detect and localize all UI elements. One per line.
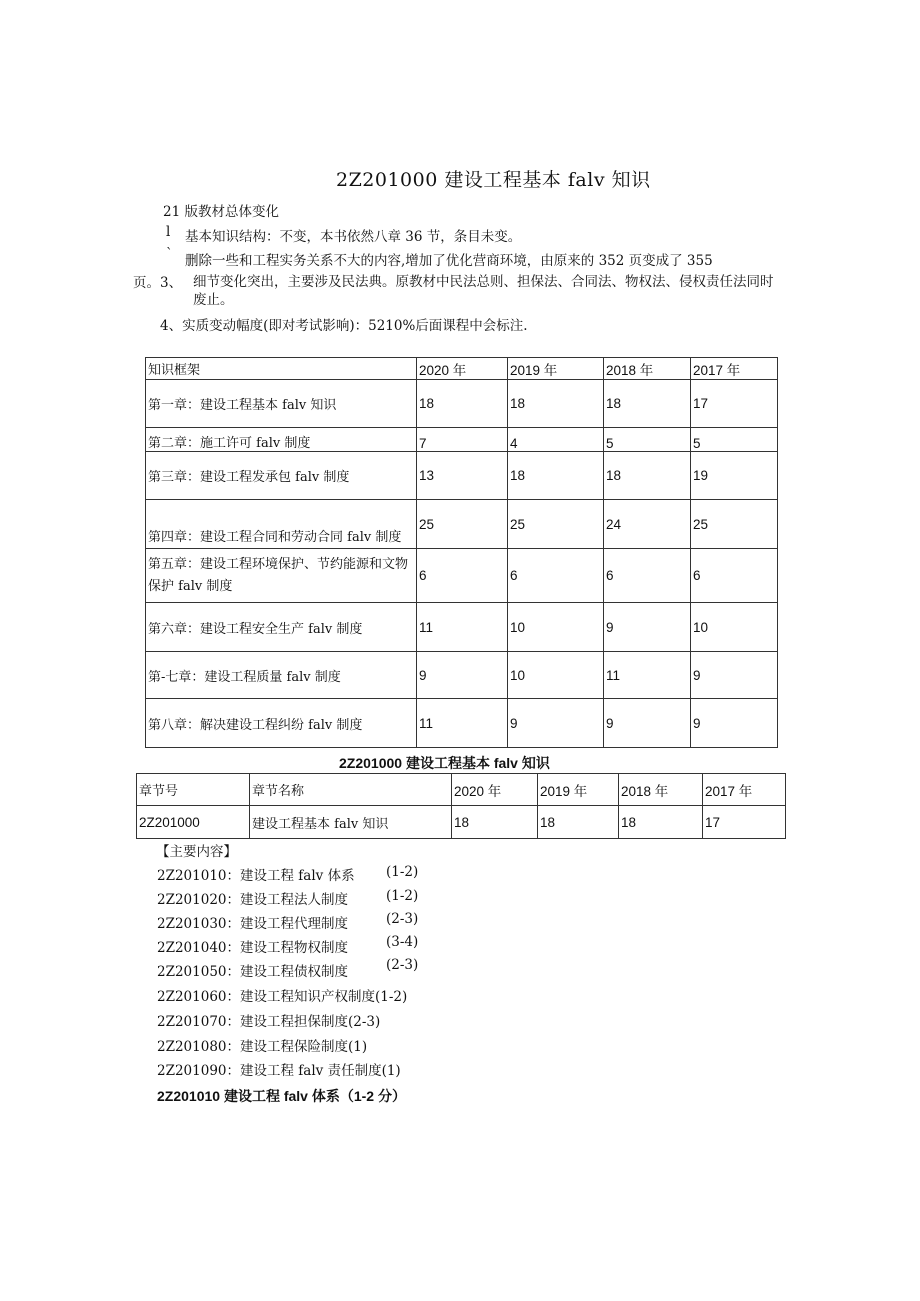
header-cell: 章节名称 — [250, 774, 452, 806]
chapter-name: 第五章：建设工程环境保护、节约能源和文物保护 falv 制度 — [146, 549, 417, 603]
score-cell: 6 — [604, 549, 691, 603]
item1-text: 基本知识结构：不变，本书依然八章 36 节，条目未变。 — [185, 229, 522, 245]
score-cell: 18 — [619, 806, 703, 839]
item3-continuation: 废止。 — [193, 292, 234, 308]
chapter-name: 第八章：解决建设工程纠纷 falv 制度 — [146, 699, 417, 748]
score-cell: 17 — [691, 380, 778, 428]
score-cell: 7 — [417, 428, 508, 452]
header-cell: 2018 年 — [604, 358, 691, 380]
item2-marker: ` — [166, 246, 173, 262]
table-header-row — [146, 358, 778, 380]
list-item: 2Z201020：建设工程法人制度 — [157, 892, 349, 908]
table-row — [146, 603, 778, 652]
list-item-score: (1-2) — [386, 864, 419, 880]
score-cell: 18 — [417, 380, 508, 428]
chapter-name: 第二章：施工许可 falv 制度 — [146, 428, 417, 452]
score-cell: 6 — [508, 549, 604, 603]
score-cell: 18 — [452, 806, 538, 839]
header-cell: 2017 年 — [691, 358, 778, 380]
score-cell: 18 — [508, 452, 604, 500]
list-item: 2Z201030：建设工程代理制度 — [157, 916, 349, 932]
list-item: 2Z201090：建设工程 falv 责任制度(1) — [157, 1063, 401, 1079]
score-cell: 18 — [508, 380, 604, 428]
score-cell: 25 — [417, 500, 508, 549]
score-cell: 5 — [691, 428, 778, 452]
score-cell: 9 — [691, 699, 778, 748]
table-row — [146, 380, 778, 428]
table-row — [146, 549, 778, 603]
chapter-name: 第三章：建设工程发承包 falv 制度 — [146, 452, 417, 500]
item3-text: 细节变化突出，主要涉及民法典。原教材中民法总则、担保法、合同法、物权法、侵权责任法同时 — [193, 274, 774, 290]
chapter-score-table — [145, 357, 778, 748]
list-item-score: (2-3) — [386, 957, 419, 973]
item2-text: 删除一些和工程实务关系不大的内容,增加了优化营商环境，由原来的 352 页变成了 355 — [185, 253, 713, 269]
table2-caption: 2Z201000 建设工程基本 falv 知识 — [339, 755, 550, 771]
score-cell: 18 — [538, 806, 619, 839]
list-item: 2Z201060：建设工程知识产权制度(1-2) — [157, 989, 408, 1005]
item3-prefix: 页。3、 — [133, 275, 183, 291]
list-item: 2Z201010：建设工程 falv 体系 — [157, 868, 355, 884]
score-cell: 18 — [604, 452, 691, 500]
subtitle: 21 版教材总体变化 — [163, 204, 279, 220]
chapter-name: 第四章：建设工程合同和劳动合同 falv 制度 — [146, 500, 417, 549]
list-item-score: (2-3) — [386, 911, 419, 927]
score-cell: 5 — [604, 428, 691, 452]
table-row — [146, 699, 778, 748]
table-header-row — [137, 774, 786, 806]
item4-text: 4、实质变动幅度(即对考试影响)：5210%后面课程中会标注. — [160, 318, 528, 334]
list-item-score: (1-2) — [386, 888, 419, 904]
score-cell: 9 — [604, 603, 691, 652]
score-cell: 25 — [691, 500, 778, 549]
score-cell: 18 — [604, 380, 691, 428]
score-cell: 6 — [691, 549, 778, 603]
score-cell: 6 — [417, 549, 508, 603]
score-cell: 11 — [417, 699, 508, 748]
item1-marker: l — [166, 224, 171, 240]
chapter-name: 第-七章：建设工程质量 falv 制度 — [146, 652, 417, 699]
page-title: 2Z201000 建设工程基本 falv 知识 — [336, 169, 651, 191]
table-row — [137, 806, 786, 839]
score-cell: 19 — [691, 452, 778, 500]
header-cell: 2017 年 — [703, 774, 786, 806]
header-cell: 2018 年 — [619, 774, 703, 806]
list-item-score: (3-4) — [386, 934, 419, 950]
chapter-name: 第一章：建设工程基本 falv 知识 — [146, 380, 417, 428]
header-cell: 知识框架 — [146, 358, 417, 380]
table-row — [146, 428, 778, 452]
section-code: 2Z201000 — [137, 806, 250, 839]
score-cell: 11 — [604, 652, 691, 699]
section-score-table — [136, 773, 786, 839]
section-heading: 2Z201010 建设工程 falv 体系（1-2 分） — [157, 1088, 406, 1104]
score-cell: 17 — [703, 806, 786, 839]
score-cell: 9 — [604, 699, 691, 748]
list-item: 2Z201050：建设工程债权制度 — [157, 964, 349, 980]
header-cell: 2020 年 — [452, 774, 538, 806]
table-row — [146, 452, 778, 500]
header-cell: 章节号 — [137, 774, 250, 806]
score-cell: 10 — [691, 603, 778, 652]
score-cell: 25 — [508, 500, 604, 549]
table-row — [146, 500, 778, 549]
score-cell: 9 — [508, 699, 604, 748]
list-item: 2Z201040：建设工程物权制度 — [157, 940, 349, 956]
score-cell: 10 — [508, 603, 604, 652]
list-item: 2Z201080：建设工程保险制度(1) — [157, 1039, 368, 1055]
header-cell: 2019 年 — [538, 774, 619, 806]
chapter-name: 第六章：建设工程安全生产 falv 制度 — [146, 603, 417, 652]
score-cell: 9 — [417, 652, 508, 699]
score-cell: 10 — [508, 652, 604, 699]
header-cell: 2020 年 — [417, 358, 508, 380]
header-cell: 2019 年 — [508, 358, 604, 380]
score-cell: 24 — [604, 500, 691, 549]
score-cell: 9 — [691, 652, 778, 699]
table-row — [146, 652, 778, 699]
section-name: 建设工程基本 falv 知识 — [250, 806, 452, 839]
list-item: 2Z201070：建设工程担保制度(2-3) — [157, 1014, 381, 1030]
score-cell: 4 — [508, 428, 604, 452]
contents-heading: 【主要内容】 — [156, 844, 237, 860]
score-cell: 13 — [417, 452, 508, 500]
score-cell: 11 — [417, 603, 508, 652]
